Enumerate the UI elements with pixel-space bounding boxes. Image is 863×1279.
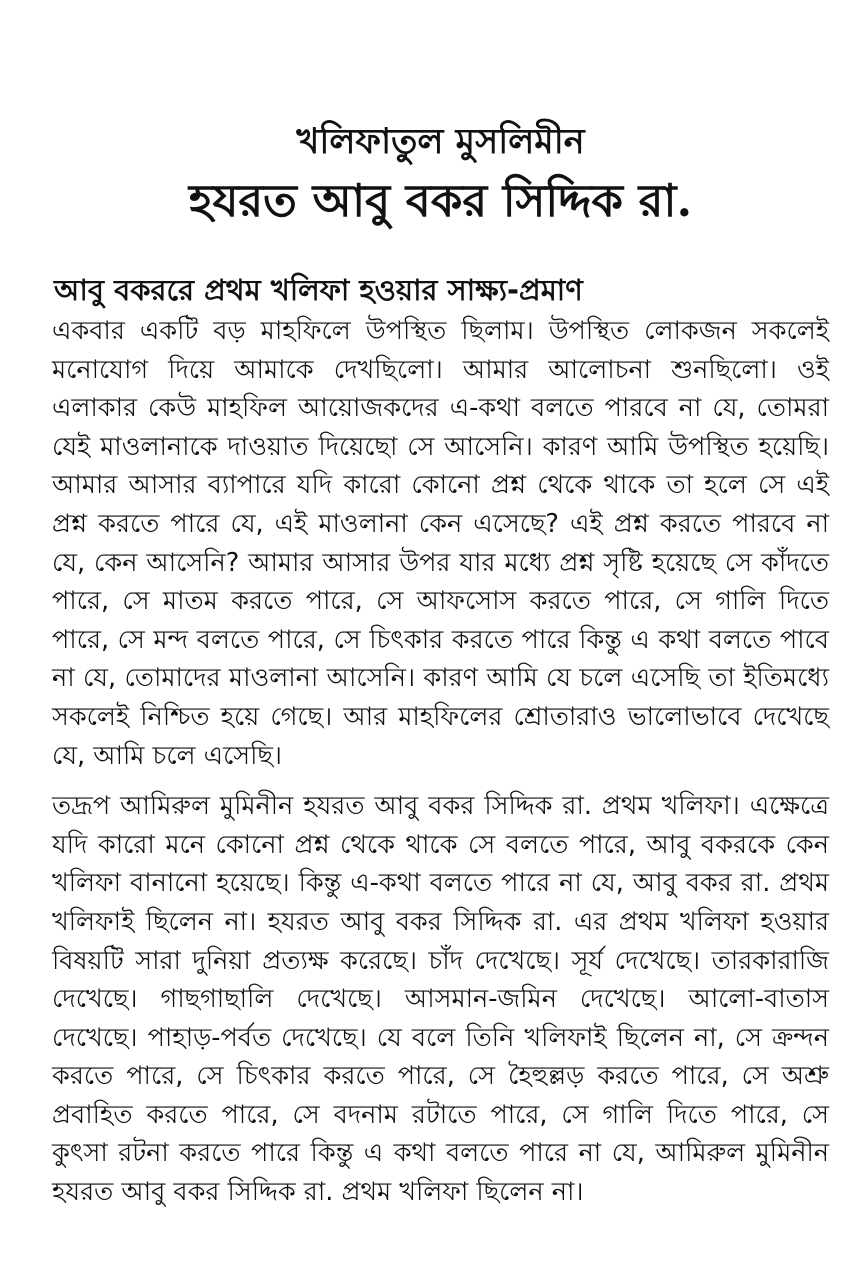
paragraph-1: একবার একটি বড় মাহফিলে উপস্থিত ছিলাম। উপস্থিত লোকজন সকলেই মনোযোগ দিয়ে আমাকে দেখছিলো। আমার আলোচনা শুনছিলো। ওই এলাকার কেউ মাহফিল আয়োজকদের এ-কথা বলতে পারবে না যে, তোমরা যেই মাওলানাকে দাওয়াত দিয়েছো সে আসেনি। কারণ আমি উপস্থিত হয়েছি। আমার আসার ব্যাপারে যদি কারো কোনো প্রশ্ন থেকে থাকে তা হলে সে এই প্রশ্ন করতে পারে যে, এই মাওলানা কেন এসেছে? এই প্রশ্ন করতে পারবে না যে, কেন আসেনি? আমার আসার উপর যার মধ্যে প্রশ্ন সৃষ্টি হয়েছে সে কাঁদতে পারে, সে মাতম করতে পারে, সে আফসোস করতে পারে, সে গালি দিতে পারে, সে মন্দ বলতে পারে, সে চিৎকার করতে পারে কিন্তু এ কথা বলতে পাবে না যে, তোমাদের মাওলানা আসেনি। কারণ আমি যে চলে এসেছি তা ইতিমধ্যে সকলেই নিশ্চিত হয়ে গেছে। আর মাহফিলের শ্রোতারাও ভালোভাবে দেখেছে যে, আমি চলে এসেছি। [52,316,829,771]
paragraph-2: তদ্রূপ আমিরুল মুমিনীন হযরত আবু বকর সিদ্দিক রা. প্রথম খলিফা। এক্ষেত্রে যদি কারো মনে কোনো প্রশ্ন থেকে থাকে সে বলতে পারে, আবু বকরকে কেন খলিফা বানানো হয়েছে। কিন্তু এ-কথা বলতে পারে না যে, আবু বকর রা. প্রথম খলিফাই ছিলেন না। হযরত আবু বকর সিদ্দিক রা. এর প্রথম খলিফা হওয়ার বিষয়টি সারা দুনিয়া প্রত্যক্ষ করেছে। চাঁদ দেখেছে। সূর্য দেখেছে। তারকারাজি দেখেছে। গাছগাছালি দেখেছে। আসমান-জমিন দেখেছে। আলো-বাতাস দেখেছে। পাহাড়-পর্বত দেখেছে। যে বলে তিনি খলিফাই ছিলেন না, সে ক্রন্দন করতে পারে, সে চিৎকার করতে পারে, সে হৈহুল্লড় করতে পারে, সে অশ্রু প্রবাহিত করতে পারে, সে বদনাম রটাতে পারে, সে গালি দিতে পারে, সে কুৎসা রটনা করতে পারে কিন্তু এ কথা বলতে পারে না যে, আমিরুল মুমিনীন হযরত আবু বকর সিদ্দিক রা. প্রথম খলিফা ছিলেন না। [52,791,829,1208]
chapter-title-line-2: হযরত আবু বকর সিদ্দিক রা. [188,174,693,227]
section-heading: আবু বকররে প্রথম খলিফা হওয়ার সাক্ষ্য-প্রমাণ [54,273,583,307]
chapter-title-line-1: খলিফাতুল মুসলিমীন [296,121,585,162]
title-block [52,118,829,232]
